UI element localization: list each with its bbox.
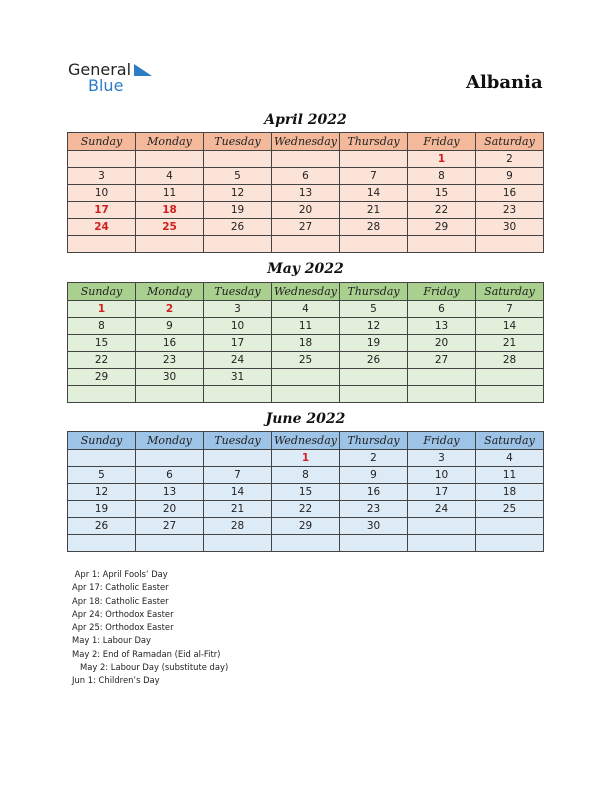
day-cell: 23	[476, 202, 544, 219]
day-cell	[204, 386, 272, 403]
day-cell: 6	[136, 467, 204, 484]
day-cell: 28	[476, 352, 544, 369]
day-cell	[476, 369, 544, 386]
day-cell: 9	[136, 318, 204, 335]
day-cell	[204, 236, 272, 253]
day-cell: 17	[68, 202, 136, 219]
day-cell: 3	[204, 301, 272, 318]
day-cell: 19	[204, 202, 272, 219]
day-cell	[272, 535, 340, 552]
day-cell: 6	[408, 301, 476, 318]
day-cell: 22	[68, 352, 136, 369]
weekday-header: Friday	[408, 283, 476, 301]
day-cell	[272, 369, 340, 386]
day-cell	[204, 535, 272, 552]
day-cell: 2	[476, 151, 544, 168]
week-row	[68, 369, 544, 386]
holiday-item: Apr 25: Orthodox Easter	[72, 622, 174, 633]
day-cell: 3	[68, 168, 136, 185]
day-cell	[476, 535, 544, 552]
day-cell: 2	[136, 301, 204, 318]
day-cell: 5	[204, 168, 272, 185]
day-cell: 21	[204, 501, 272, 518]
weekday-header: Wednesday	[272, 283, 340, 301]
day-cell: 25	[272, 352, 340, 369]
weekday-header: Saturday	[476, 432, 544, 450]
weekday-header-row	[68, 432, 544, 450]
day-cell: 25	[476, 501, 544, 518]
weekday-header: Friday	[408, 133, 476, 151]
day-cell: 23	[136, 352, 204, 369]
day-cell	[340, 369, 408, 386]
day-cell: 14	[476, 318, 544, 335]
day-cell: 9	[340, 467, 408, 484]
weekday-header: Tuesday	[204, 432, 272, 450]
day-cell: 23	[340, 501, 408, 518]
day-cell: 5	[68, 467, 136, 484]
day-cell	[476, 518, 544, 535]
weekday-header: Sunday	[68, 432, 136, 450]
day-cell	[68, 386, 136, 403]
month-title-april: April 2022	[264, 112, 347, 128]
day-cell: 26	[204, 219, 272, 236]
weekday-header: Thursday	[340, 283, 408, 301]
weekday-header: Wednesday	[272, 133, 340, 151]
week-row	[68, 335, 544, 352]
holiday-item: Apr 18: Catholic Easter	[72, 595, 169, 606]
flag-icon	[134, 62, 154, 78]
day-cell: 28	[204, 518, 272, 535]
week-row	[68, 450, 544, 467]
week-row	[68, 185, 544, 202]
day-cell: 9	[476, 168, 544, 185]
weekday-header: Monday	[136, 133, 204, 151]
day-cell: 31	[204, 369, 272, 386]
day-cell	[408, 386, 476, 403]
day-cell: 4	[272, 301, 340, 318]
week-row	[68, 518, 544, 535]
day-cell: 15	[68, 335, 136, 352]
day-cell: 27	[136, 518, 204, 535]
day-cell: 26	[68, 518, 136, 535]
day-cell	[408, 518, 476, 535]
week-row	[68, 501, 544, 518]
day-cell: 22	[408, 202, 476, 219]
day-cell: 11	[272, 318, 340, 335]
day-cell	[136, 386, 204, 403]
day-cell: 20	[272, 202, 340, 219]
calendar-june	[67, 431, 544, 552]
holiday-item: May 2: End of Ramadan (Eid al-Fitr)	[72, 648, 221, 659]
week-row	[68, 236, 544, 253]
day-cell: 30	[340, 518, 408, 535]
country-name: Albania	[466, 72, 543, 93]
day-cell: 18	[476, 484, 544, 501]
day-cell: 11	[136, 185, 204, 202]
day-cell	[136, 450, 204, 467]
weekday-header-row	[68, 133, 544, 151]
day-cell: 3	[408, 450, 476, 467]
day-cell: 20	[136, 501, 204, 518]
weekday-header: Thursday	[340, 432, 408, 450]
holiday-item: Apr 17: Catholic Easter	[72, 582, 169, 593]
day-cell: 1	[408, 151, 476, 168]
day-cell: 16	[136, 335, 204, 352]
day-cell: 29	[68, 369, 136, 386]
day-cell: 13	[136, 484, 204, 501]
day-cell: 24	[204, 352, 272, 369]
day-cell: 20	[408, 335, 476, 352]
brand-name-blue: Blue	[88, 76, 124, 95]
day-cell: 8	[272, 467, 340, 484]
day-cell: 24	[408, 501, 476, 518]
calendar-may	[67, 282, 544, 403]
weekday-header: Tuesday	[204, 283, 272, 301]
day-cell: 12	[68, 484, 136, 501]
day-cell	[204, 151, 272, 168]
day-cell: 19	[68, 501, 136, 518]
day-cell: 1	[68, 301, 136, 318]
day-cell	[340, 386, 408, 403]
day-cell	[68, 450, 136, 467]
day-cell	[408, 535, 476, 552]
day-cell	[68, 236, 136, 253]
day-cell: 13	[408, 318, 476, 335]
day-cell: 29	[272, 518, 340, 535]
week-row	[68, 535, 544, 552]
week-row	[68, 352, 544, 369]
day-cell: 22	[272, 501, 340, 518]
day-cell: 4	[136, 168, 204, 185]
week-row	[68, 168, 544, 185]
day-cell: 10	[68, 185, 136, 202]
day-cell	[476, 386, 544, 403]
day-cell: 11	[476, 467, 544, 484]
week-row	[68, 484, 544, 501]
day-cell: 28	[340, 219, 408, 236]
brand-logo	[68, 60, 168, 100]
day-cell: 13	[272, 185, 340, 202]
holiday-item: May 2: Labour Day (substitute day)	[72, 662, 229, 673]
day-cell: 7	[340, 168, 408, 185]
holiday-list	[72, 568, 228, 688]
brand-name-general: General	[68, 60, 132, 79]
day-cell: 10	[204, 318, 272, 335]
day-cell: 26	[340, 352, 408, 369]
day-cell: 1	[272, 450, 340, 467]
day-cell: 2	[340, 450, 408, 467]
weekday-header: Sunday	[68, 283, 136, 301]
weekday-header: Saturday	[476, 133, 544, 151]
holiday-item: Jun 1: Children’s Day	[72, 675, 160, 686]
day-cell: 12	[340, 318, 408, 335]
day-cell	[340, 535, 408, 552]
day-cell: 29	[408, 219, 476, 236]
day-cell: 16	[476, 185, 544, 202]
day-cell: 4	[476, 450, 544, 467]
day-cell	[136, 236, 204, 253]
day-cell: 7	[204, 467, 272, 484]
holiday-item: Apr 24: Orthodox Easter	[72, 608, 174, 619]
weekday-header: Thursday	[340, 133, 408, 151]
week-row	[68, 467, 544, 484]
weekday-header: Monday	[136, 283, 204, 301]
day-cell	[204, 450, 272, 467]
day-cell: 30	[136, 369, 204, 386]
week-row	[68, 219, 544, 236]
day-cell	[272, 386, 340, 403]
week-row	[68, 202, 544, 219]
weekday-header-row	[68, 283, 544, 301]
weekday-header: Friday	[408, 432, 476, 450]
week-row	[68, 301, 544, 318]
day-cell: 17	[204, 335, 272, 352]
day-cell: 8	[408, 168, 476, 185]
week-row	[68, 151, 544, 168]
weekday-header: Tuesday	[204, 133, 272, 151]
day-cell	[340, 236, 408, 253]
week-row	[68, 386, 544, 403]
day-cell: 15	[408, 185, 476, 202]
day-cell: 27	[272, 219, 340, 236]
day-cell: 18	[136, 202, 204, 219]
day-cell: 14	[340, 185, 408, 202]
holiday-item: May 1: Labour Day	[72, 635, 151, 646]
day-cell: 5	[340, 301, 408, 318]
day-cell: 14	[204, 484, 272, 501]
day-cell: 16	[340, 484, 408, 501]
day-cell: 25	[136, 219, 204, 236]
day-cell: 27	[408, 352, 476, 369]
day-cell	[272, 236, 340, 253]
month-title-may: May 2022	[267, 261, 344, 277]
day-cell	[476, 236, 544, 253]
day-cell	[408, 236, 476, 253]
day-cell	[408, 369, 476, 386]
weekday-header: Saturday	[476, 283, 544, 301]
day-cell: 21	[476, 335, 544, 352]
day-cell: 24	[68, 219, 136, 236]
day-cell	[136, 151, 204, 168]
day-cell: 17	[408, 484, 476, 501]
day-cell: 10	[408, 467, 476, 484]
day-cell	[68, 535, 136, 552]
day-cell: 21	[340, 202, 408, 219]
weekday-header: Wednesday	[272, 432, 340, 450]
day-cell: 8	[68, 318, 136, 335]
day-cell: 19	[340, 335, 408, 352]
day-cell: 12	[204, 185, 272, 202]
day-cell: 30	[476, 219, 544, 236]
week-row	[68, 318, 544, 335]
month-title-june: June 2022	[265, 411, 346, 427]
calendar-april	[67, 132, 544, 253]
day-cell	[272, 151, 340, 168]
weekday-header: Monday	[136, 432, 204, 450]
weekday-header: Sunday	[68, 133, 136, 151]
day-cell: 7	[476, 301, 544, 318]
day-cell	[68, 151, 136, 168]
holiday-item: Apr 1: April Fools’ Day	[72, 569, 168, 579]
day-cell	[340, 151, 408, 168]
day-cell: 18	[272, 335, 340, 352]
day-cell: 15	[272, 484, 340, 501]
day-cell	[136, 535, 204, 552]
day-cell: 6	[272, 168, 340, 185]
